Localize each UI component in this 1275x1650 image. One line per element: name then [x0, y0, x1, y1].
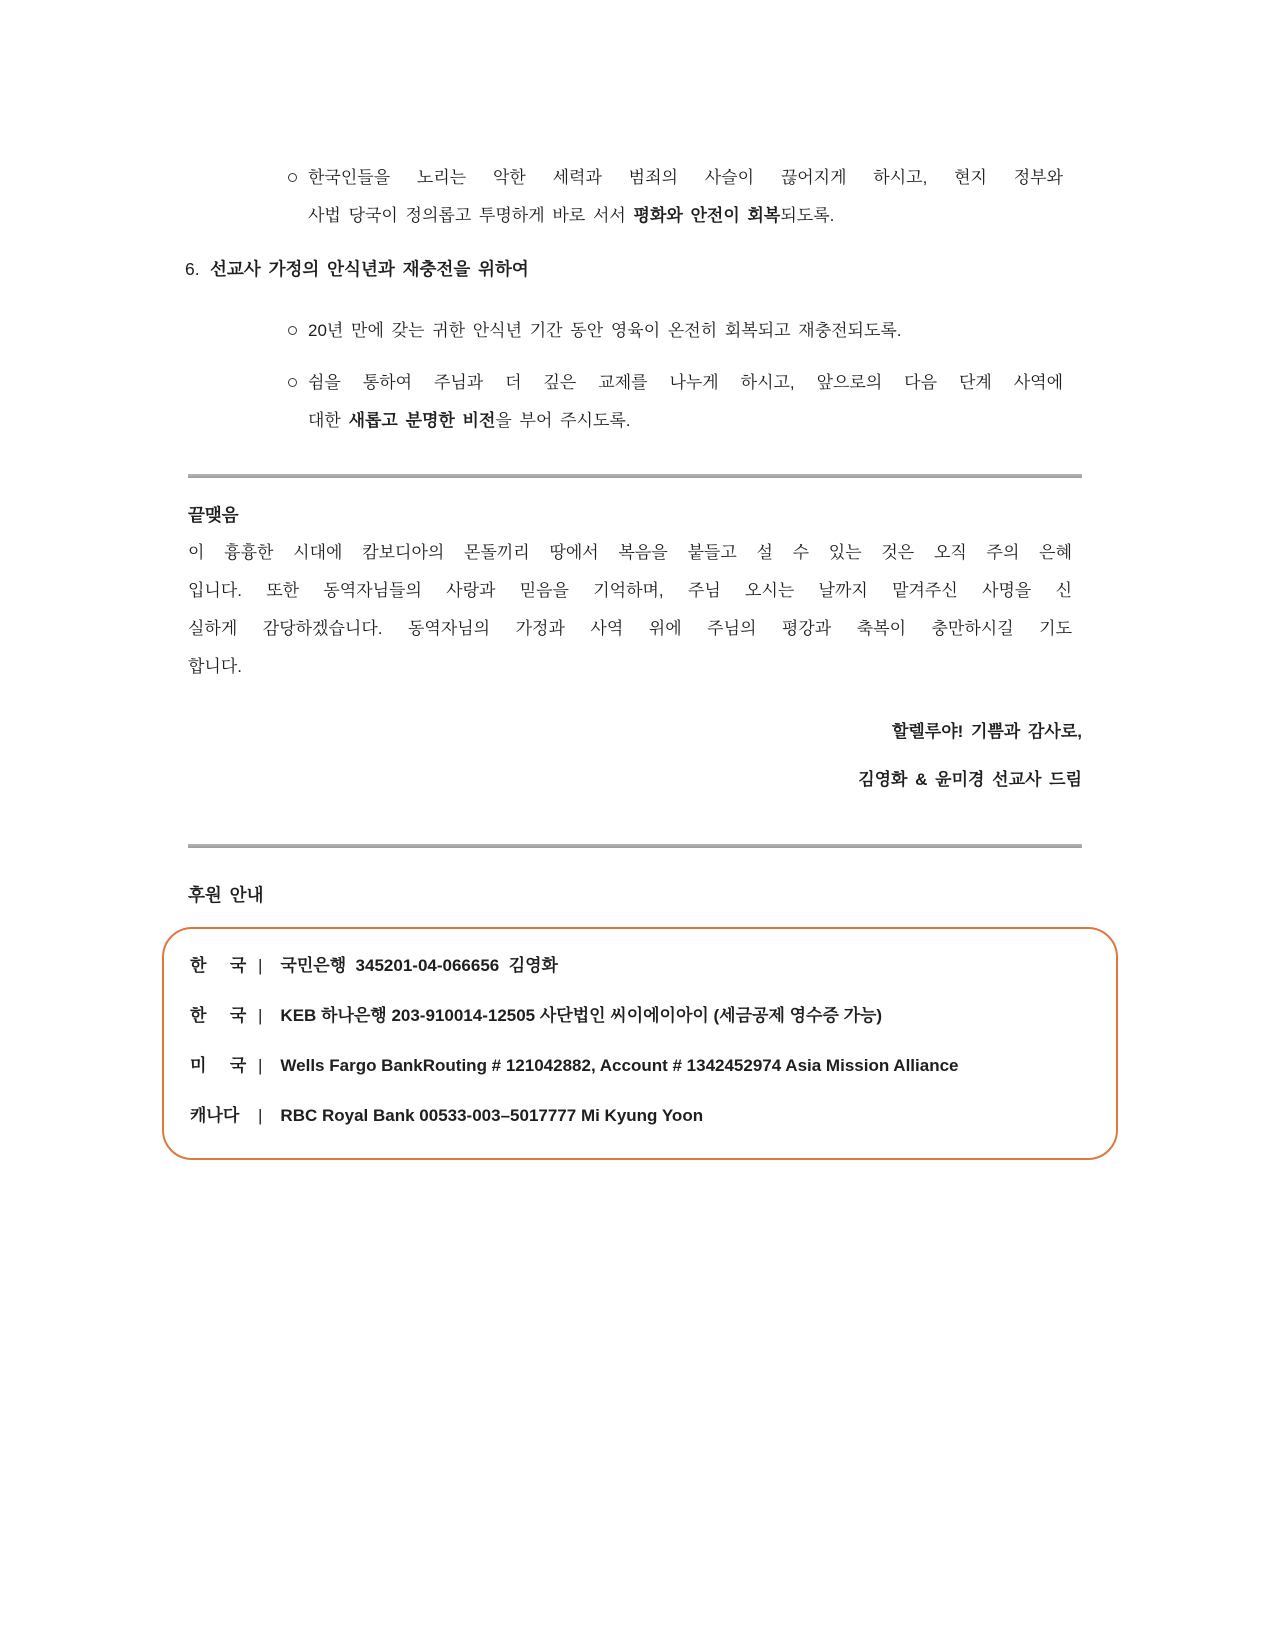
bullet-line: 사법 당국이 정의롭고 투명하게 바로 서서 평화와 안전이 회복되도록. — [308, 206, 835, 225]
account-region: 캐나다 — [190, 1106, 240, 1125]
section-divider — [188, 474, 1082, 478]
prayer-bullet-vision — [188, 364, 1082, 440]
bullet-line: 쉼을 통하여 주님과 더 깊은 교제를 나누게 하시고, 앞으로의 다음 단계 사역에 — [308, 373, 1063, 392]
bullet-circle-icon — [288, 173, 297, 182]
bold-phrase: 새롭고 분명한 비전 — [348, 411, 496, 430]
closing-heading: 끝맺음 — [188, 505, 239, 525]
account-detail: KEB 하나은행 203-910014-12505 사단법인 씨이에이아이 (세금공제 영수증 가능) — [280, 1006, 883, 1025]
account-region: 미 국 — [190, 1056, 247, 1075]
account-separator: | — [258, 956, 263, 975]
account-detail: 국민은행 345201-04-066656 김영화 — [280, 956, 558, 975]
section-divider — [188, 844, 1082, 848]
account-separator: | — [258, 1106, 263, 1125]
account-region: 한 국 — [190, 1006, 247, 1025]
account-row — [190, 1091, 1116, 1141]
closing-paragraph — [188, 534, 1072, 686]
signoff-hallelujah: 할렐루야! 기쁨과 감사로, — [891, 722, 1082, 741]
paragraph-line: 실하게 감당하겠습니다. 동역자님의 가정과 사역 위에 주님의 평강과 축복이 충만하시길 기도 — [188, 619, 1072, 638]
signoff-names: 김영화 & 윤미경 선교사 드림 — [858, 770, 1082, 789]
prayer-bullet-peace — [188, 159, 1082, 235]
account-separator: | — [258, 1006, 263, 1025]
bullet-line: 대한 새롭고 분명한 비전을 부어 주시도록. — [308, 411, 631, 430]
account-row — [190, 941, 1116, 991]
bullet-line: 20년 만에 갖는 귀한 안식년 기간 동안 영육이 온전히 회복되고 재충전되도록. — [308, 321, 902, 340]
paragraph-line: 합니다. — [188, 657, 242, 676]
support-heading: 후원 안내 — [188, 885, 264, 905]
paragraph-line: 이 흉흉한 시대에 캄보디아의 몬돌끼리 땅에서 복음을 붙들고 설 수 있는 것은 오직 주의 은혜 — [188, 543, 1072, 562]
account-region: 한 국 — [190, 956, 247, 975]
item-title: 선교사 가정의 안식년과 재충전을 위하여 — [210, 259, 529, 279]
bullet-circle-icon — [288, 326, 297, 335]
bullet-line: 한국인들을 노리는 악한 세력과 범죄의 사슬이 끊어지게 하시고, 현지 정부와 — [308, 168, 1063, 187]
account-separator: | — [258, 1056, 263, 1075]
bold-phrase: 평화와 안전이 회복 — [633, 206, 781, 225]
account-row — [190, 991, 1116, 1041]
account-detail: Wells Fargo BankRouting # 121042882, Account # 1342452974 Asia Mission Alliance — [280, 1056, 959, 1075]
account-row — [190, 1041, 1116, 1091]
prayer-item-6 — [185, 250, 1079, 288]
bullet-circle-icon — [288, 378, 297, 387]
support-accounts-box — [162, 927, 1118, 1160]
item-number: 6. — [185, 259, 200, 279]
prayer-bullet-sabbatical — [188, 312, 1082, 350]
paragraph-line: 입니다. 또한 동역자님들의 사랑과 믿음을 기억하며, 주님 오시는 날까지 맡겨주신 사명을 신 — [188, 581, 1072, 600]
account-detail: RBC Royal Bank 00533-003–5017777 Mi Kyung Yoon — [280, 1106, 704, 1125]
